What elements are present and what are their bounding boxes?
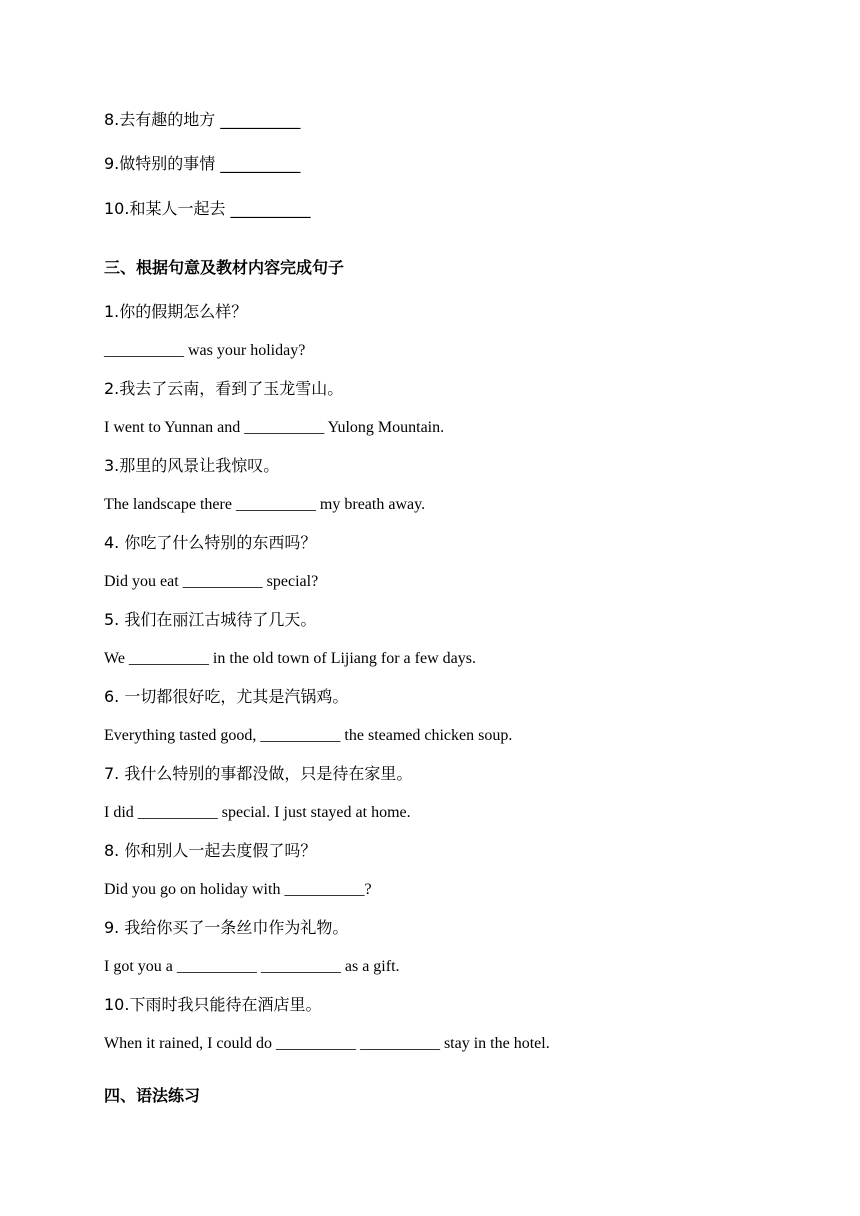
vocab-item-8: 8.去有趣的地方 __________ [104, 110, 301, 129]
question-10-chinese: 10.下雨时我只能待在酒店里。 [104, 995, 322, 1014]
question-7-chinese: 7. 我什么特别的事都没做，只是待在家里。 [104, 764, 413, 783]
question-8-chinese: 8. 你和别人一起去度假了吗？ [104, 841, 317, 860]
question-2-chinese: 2.我去了云南，看到了玉龙雪山。 [104, 379, 344, 398]
question-10-english: When it rained, I could do __________ __________ stay in the hotel. [104, 1035, 550, 1052]
question-3-chinese: 3.那里的风景让我惊叹。 [104, 456, 280, 475]
question-6-chinese: 6. 一切都很好吃，尤其是汽锅鸡。 [104, 687, 349, 706]
question-9-english: I got you a __________ __________ as a gift. [104, 958, 400, 975]
question-2-english: I went to Yunnan and __________ Yulong Mountain. [104, 419, 445, 436]
question-9-chinese: 9. 我给你买了一条丝巾作为礼物。 [104, 918, 349, 937]
question-5-chinese: 5. 我们在丽江古城待了几天。 [104, 610, 317, 629]
question-3-english: The landscape there __________ my breath away. [104, 496, 426, 513]
question-4-english: Did you eat __________ special? [104, 573, 319, 590]
vocab-item-9: 9.做特别的事情 __________ [104, 154, 301, 173]
section-3-heading: 三、根据句意及教材内容完成句子 [104, 258, 345, 277]
question-8-english: Did you go on holiday with __________? [104, 881, 372, 898]
question-6-english: Everything tasted good, __________ the steamed chicken soup. [104, 727, 513, 744]
question-1-chinese: 1.你的假期怎么样？ [104, 302, 248, 321]
vocab-item-10: 10.和某人一起去 __________ [104, 199, 311, 218]
question-4-chinese: 4. 你吃了什么特别的东西吗？ [104, 533, 317, 552]
question-7-english: I did __________ special. I just stayed at home. [104, 804, 411, 821]
section-4-heading: 四、语法练习 [104, 1086, 201, 1105]
question-1-english: __________ was your holiday? [104, 342, 306, 359]
question-5-english: We __________ in the old town of Lijiang for a few days. [104, 650, 476, 667]
